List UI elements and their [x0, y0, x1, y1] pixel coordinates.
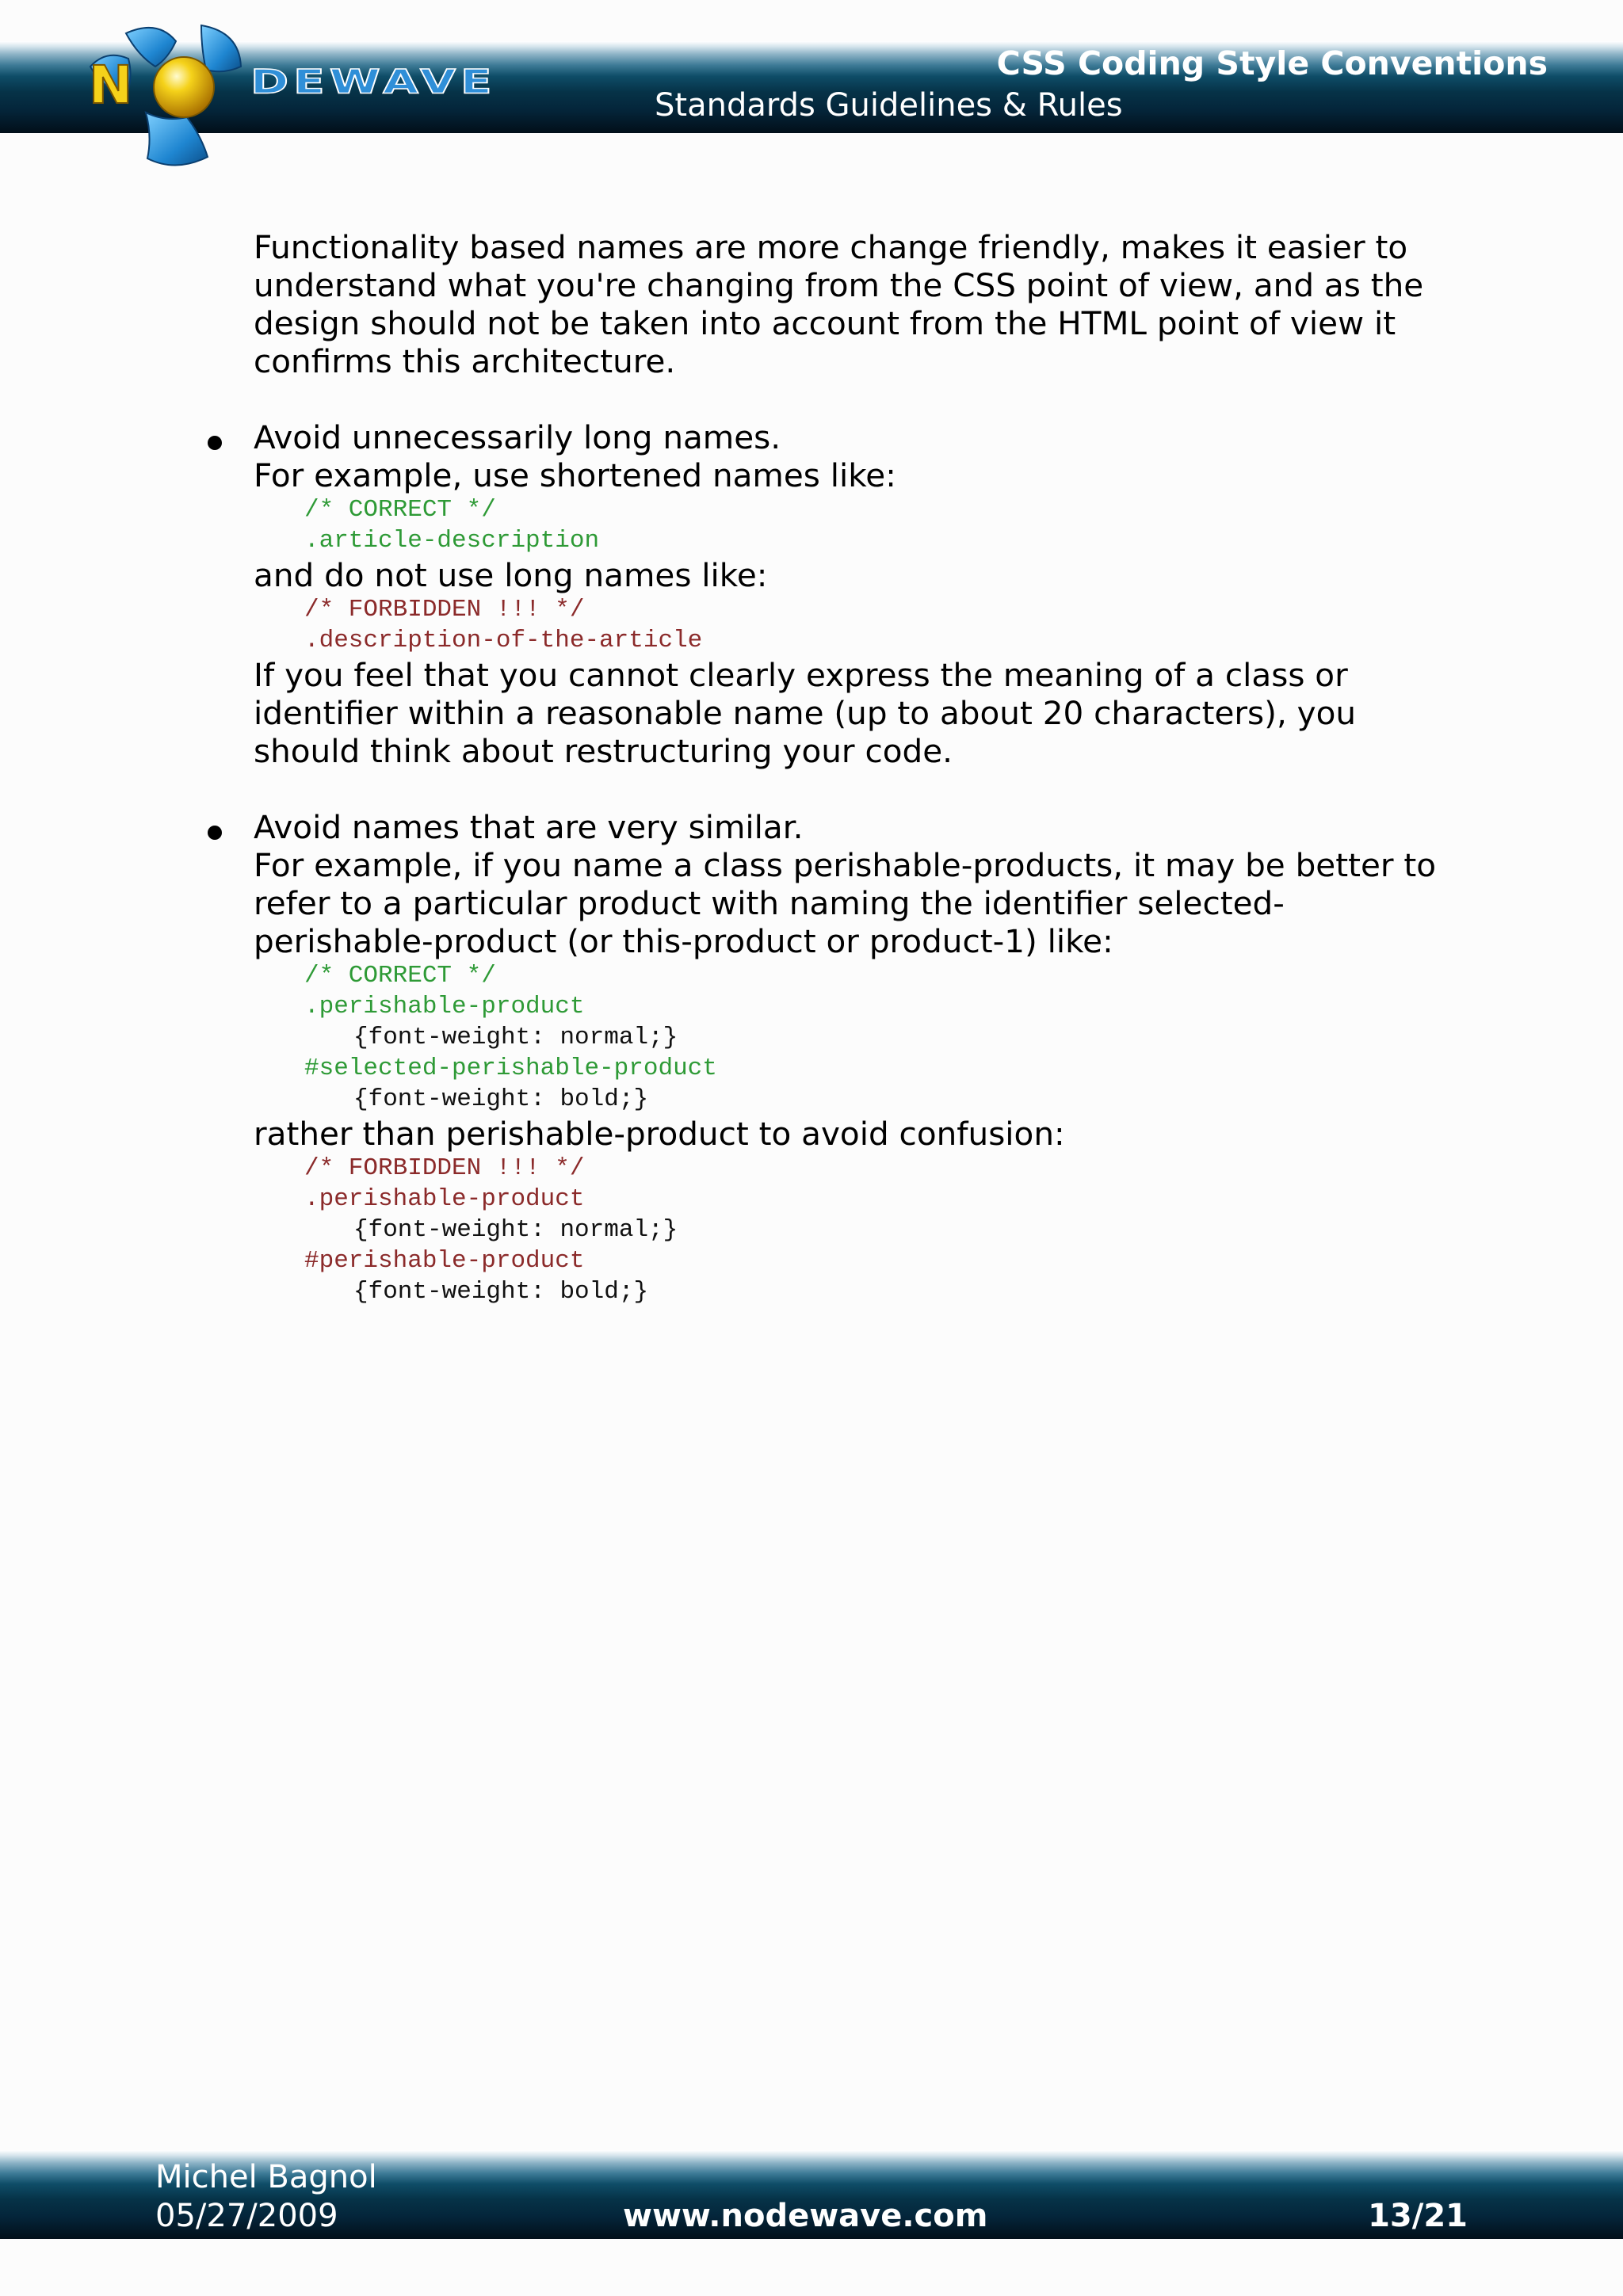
- bullet-title: Avoid names that are very similar.: [254, 808, 804, 846]
- bullet-item-long-names: [254, 418, 1490, 770]
- document-subtitle: Standards Guidelines & Rules: [655, 87, 1123, 124]
- bullet-text: refer to a particular product with naming the identifier selected-: [254, 884, 1285, 922]
- code-selector: .perishable-product: [304, 1185, 585, 1213]
- code-comment-correct: /* CORRECT */: [304, 962, 496, 990]
- bullet-icon: [208, 826, 222, 840]
- nodewave-logo: [82, 17, 542, 168]
- intro-line: design should not be taken into account from the HTML point of view it: [254, 304, 1396, 342]
- page-number: 13/21: [1368, 2198, 1468, 2234]
- bullet-text: For example, if you name a class perishable-products, it may be better to: [254, 846, 1437, 884]
- intro-line: Functionality based names are more change friendly, makes it easier to: [254, 228, 1408, 266]
- bullet-text: identifier within a reasonable name (up to about 20 characters), you: [254, 694, 1357, 732]
- footer-date: 05/27/2009: [155, 2198, 338, 2234]
- document-title: CSS Coding Style Conventions: [996, 44, 1548, 82]
- code-comment-forbidden: /* FORBIDDEN !!! */: [304, 596, 585, 624]
- logo-wordmark: DEWAVE: [250, 62, 497, 101]
- footer-author: Michel Bagnol: [155, 2159, 377, 2195]
- code-declaration: {font-weight: bold;}: [353, 1278, 649, 1306]
- code-correct: .article-description: [304, 527, 600, 555]
- bullet-item-similar-names: [254, 808, 1490, 1307]
- bullet-icon: [208, 436, 222, 450]
- code-declaration: {font-weight: bold;}: [353, 1085, 649, 1113]
- footer-website-link[interactable]: www.nodewave.com: [623, 2198, 988, 2234]
- bullet-text: If you feel that you cannot clearly express the meaning of a class or: [254, 656, 1348, 694]
- bullet-text: rather than perishable-product to avoid confusion:: [254, 1115, 1065, 1153]
- intro-line: confirms this architecture.: [254, 342, 676, 380]
- paragraph-gap: [254, 770, 1490, 808]
- code-selector: #perishable-product: [304, 1247, 585, 1275]
- code-declaration: {font-weight: normal;}: [353, 1216, 678, 1244]
- code-comment-correct: /* CORRECT */: [304, 496, 496, 524]
- bullet-text: should think about restructuring your code.: [254, 732, 953, 770]
- svg-text:N: N: [89, 55, 133, 116]
- code-comment-forbidden: /* FORBIDDEN !!! */: [304, 1154, 585, 1182]
- bullet-title: Avoid unnecessarily long names.: [254, 418, 781, 456]
- code-selector: .perishable-product: [304, 993, 585, 1020]
- main-content: [254, 228, 1490, 1307]
- code-selector: #selected-perishable-product: [304, 1055, 717, 1082]
- code-declaration: {font-weight: normal;}: [353, 1024, 678, 1051]
- bullet-text: For example, use shortened names like:: [254, 456, 896, 494]
- code-forbidden: .description-of-the-article: [304, 627, 703, 654]
- paragraph-gap: [254, 380, 1490, 418]
- bullet-text: perishable-product (or this-product or product-1) like:: [254, 922, 1113, 960]
- intro-line: understand what you're changing from the CSS point of view, and as the: [254, 266, 1424, 304]
- bullet-text: and do not use long names like:: [254, 556, 768, 594]
